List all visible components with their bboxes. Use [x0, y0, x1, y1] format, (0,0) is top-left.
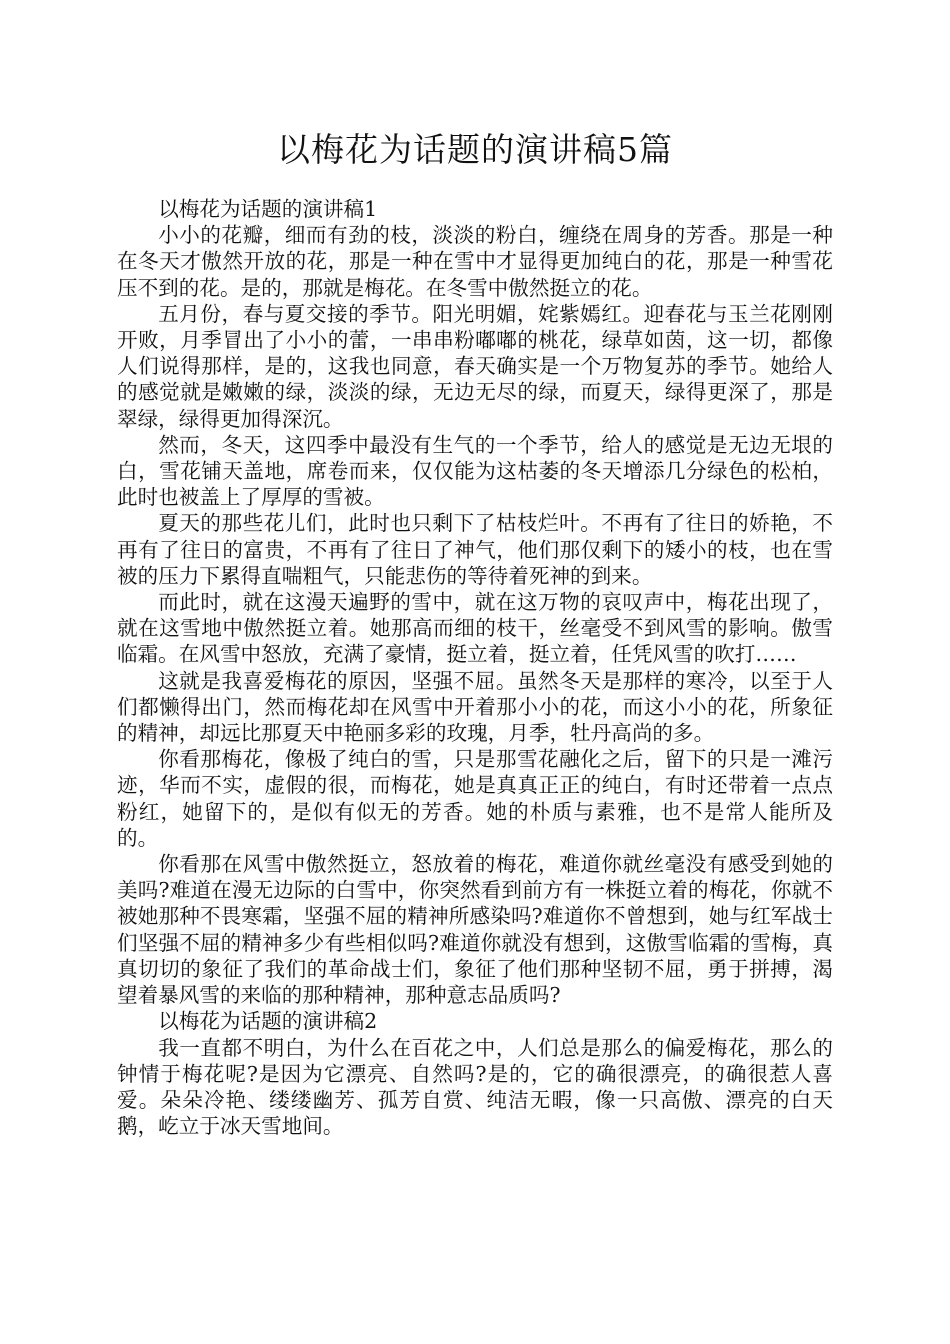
paragraph: 你看那梅花，像极了纯白的雪，只是那雪花融化之后，留下的只是一滩污迹，华而不实，虚假的很，而梅花，她是真真正正的纯白，有时还带着一点点粉红，她留下的，是似有似无的芳香。她的朴质与素雅，也不是常人能所及的。: [117, 747, 833, 850]
paragraph: 我一直都不明白，为什么在百花之中，人们总是那么的偏爱梅花，那么的钟情于梅花呢?是因为它漂亮、自然吗?是的，它的确很漂亮，的确很惹人喜爱。朵朵冷艳、缕缕幽芳、孤芳自赏、纯洁无暇，像一只高傲、漂亮的白天鹅，屹立于冰天雪地间。: [117, 1035, 833, 1139]
paragraph: 小小的花瓣，细而有劲的枝，淡淡的粉白，缠绕在周身的芳香。那是一种在冬天才傲然开放的花，那是一种在雪中才显得更加纯白的花，那是一种雪花压不到的花。是的，那就是梅花。在冬雪中傲然挺立的花。: [117, 223, 833, 300]
paragraph: 这就是我喜爱梅花的原因，坚强不屈。虽然冬天是那样的寒冷，以至于人们都懒得出门，然而梅花却在风雪中开着那小小的花，而这小小的花，所象征的精神，却远比那夏天中艳丽多彩的玫瑰，月季，牡丹高尚的多。: [117, 668, 833, 746]
paragraph: 夏天的那些花儿们，此时也只剩下了枯枝烂叶。不再有了往日的娇艳，不再有了往日的富贵，不再有了往日了神气，他们那仅剩下的矮小的枝，也在雪被的压力下累得直喘粗气，只能悲伤的等待着死神的到来。: [117, 511, 833, 588]
paragraph: 五月份，春与夏交接的季节。阳光明媚，姹紫嫣红。迎春花与玉兰花刚刚开败，月季冒出了小小的蕾，一串串粉嘟嘟的桃花，绿草如茵，这一切，都像人们说得那样，是的，这我也同意，春天确实是一个万物复苏的季节。她给人的感觉就是嫩嫩的绿，淡淡的绿，无边无尽的绿，而夏天，绿得更深了，那是翠绿，绿得更加得深沉。: [117, 301, 833, 431]
document-title: 以梅花为话题的演讲稿5篇: [277, 130, 673, 169]
section-heading: 以梅花为话题的演讲稿1: [158, 197, 378, 221]
paragraph: 然而，冬天，这四季中最没有生气的一个季节，给人的感觉是无边无垠的白，雪花铺天盖地，席卷而来，仅仅能为这枯萎的冬天增添几分绿色的松柏，此时也被盖上了厚厚的雪被。: [117, 432, 833, 510]
section-heading: 以梅花为话题的演讲稿2: [158, 1009, 378, 1034]
paragraph: 而此时，就在这漫天遍野的雪中，就在这万物的哀叹声中，梅花出现了，就在这雪地中傲然挺立着。她那高而细的枝干，丝毫受不到风雪的影响。傲雪临霜。在风雪中怒放，充满了豪情，挺立着，挺立着，任凭风雪的吹打……: [117, 590, 833, 667]
document-body: [117, 196, 833, 1139]
paragraph: 你看那在风雪中傲然挺立，怒放着的梅花，难道你就丝毫没有感受到她的美吗?难道在漫无边际的白雪中，你突然看到前方有一株挺立着的梅花，你就不被她那种不畏寒霜，坚强不屈的精神所感染吗?难道你不曾想到，她与红军战士们坚强不屈的精神多少有些相似吗?难道你就没有想到，这傲雪临霜的雪梅，真真切切的象征了我们的革命战士们，象征了他们那种坚韧不屈，勇于拼搏，渴望着暴风雪的来临的那种精神，那种意志品质吗?: [117, 852, 833, 1008]
